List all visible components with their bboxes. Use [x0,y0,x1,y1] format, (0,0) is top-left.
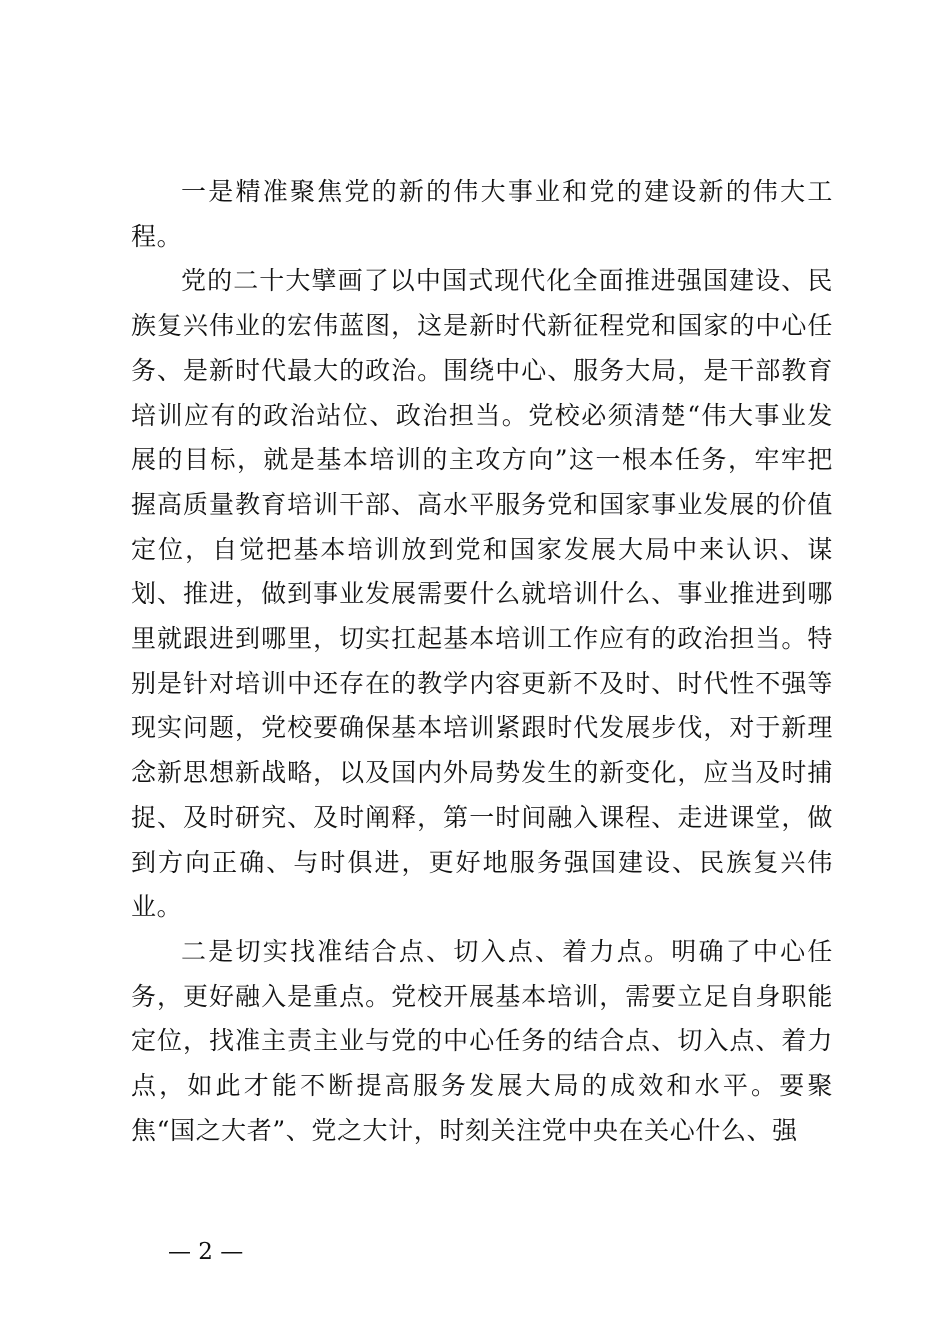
page-number: — 2 — [168,1239,244,1265]
paragraph-heading-one: 一是精准聚焦党的新的伟大事业和党的建设新的伟大工程。 [131,177,833,251]
document-body [131,170,833,1153]
paragraph-heading-two: 二是切实找准结合点、切入点、着力点。明确了中心任务，更好融入是重点。党校开展基本培训，需要立足自身职能定位，找准主责主业与党的中心任务的结合点、切入点、着力点，如此才能不断提高服务发展大局的成效和水平。要聚焦“国之大者”、党之大计，时刻关注党中央在关心什么、强 [131,936,833,1145]
paragraph-body-one: 党的二十大擘画了以中国式现代化全面推进强国建设、民族复兴伟业的宏伟蓝图，这是新时代新征程党和国家的中心任务、是新时代最大的政治。围绕中心、服务大局，是干部教育培训应有的政治站位、政治担当。党校必须清楚“伟大事业发展的目标，就是基本培训的主攻方向”这一根本任务，牢牢把握高质量教育培训干部、高水平服务党和国家事业发展的价值定位，自觉把基本培训放到党和国家发展大局中来认识、谋划、推进，做到事业发展需要什么就培训什么、事业推进到哪里就跟进到哪里，切实扛起基本培训工作应有的政治担当。特别是针对培训中还存在的教学内容更新不及时、时代性不强等现实问题，党校要确保基本培训紧跟时代发展步伐，对于新理念新思想新战略，以及国内外局势发生的新变化，应当及时捕捉、及时研究、及时阐释，第一时间融入课程、走进课堂，做到方向正确、与时俱进，更好地服务强国建设、民族复兴伟业。 [131,266,833,922]
